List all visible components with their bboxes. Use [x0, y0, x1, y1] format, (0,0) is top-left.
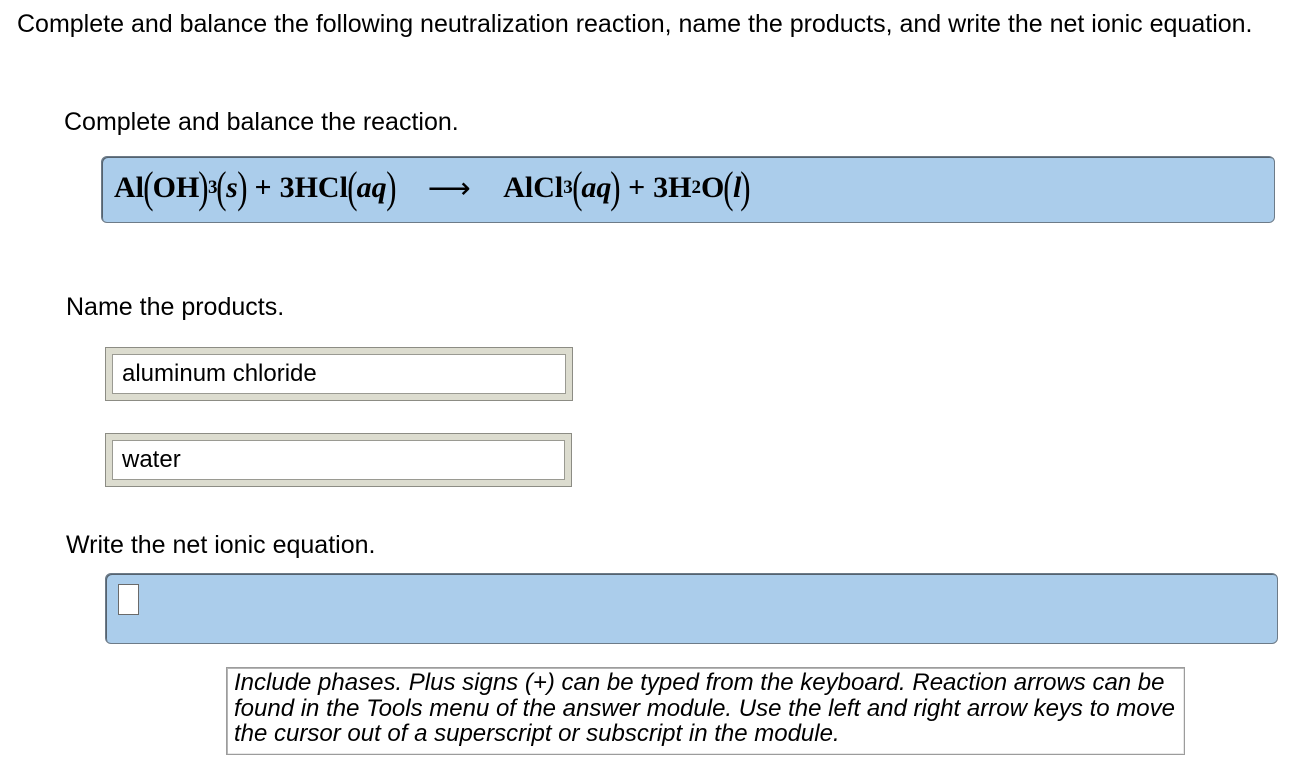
- eq-paren-close: ): [198, 163, 209, 212]
- eq-phase-liquid: l: [733, 171, 742, 204]
- hint-box: [226, 667, 1185, 755]
- eq-paren-close: ): [740, 163, 751, 212]
- question-text: Complete and balance the following neutralization reaction, name the products, and write the net ionic equation.: [17, 10, 1253, 38]
- eq-plus: +: [254, 171, 272, 204]
- eq-o: O: [701, 171, 725, 204]
- eq-plus: +: [628, 171, 646, 204]
- eq-paren-open: (: [723, 163, 734, 212]
- eq-al: Al: [114, 171, 144, 204]
- product1-value: aluminum chloride: [122, 360, 317, 387]
- eq-paren-open: (: [571, 163, 583, 212]
- hint-text: Include phases. Plus signs (+) can be typed from the keyboard. Reaction arrows can be found in the Tools menu of the answer module. Use the left and right arrow keys to move the cursor out of a superscript or subscript in the module.: [234, 669, 1175, 747]
- eq-paren-open: (: [143, 163, 154, 212]
- eq-phase-aqueous: aq: [356, 171, 387, 204]
- eq-hcl: 3HCl: [279, 171, 348, 204]
- part3-prompt: Write the net ionic equation.: [66, 531, 376, 559]
- eq-paren-open: (: [347, 163, 358, 212]
- eq-paren-close: ): [385, 163, 397, 212]
- reaction-arrow: ⟶: [427, 171, 471, 205]
- eq-paren-close: ): [237, 163, 248, 212]
- product2-value: water: [122, 446, 181, 473]
- part2-prompt: Name the products.: [66, 293, 285, 321]
- eq-h: 3H: [653, 171, 692, 204]
- product1-input[interactable]: [112, 354, 566, 394]
- product2-field-frame: [105, 433, 572, 487]
- reaction-equation: Al ( OH ) 3 ( s ) + 3HCl ( aq ) ⟶ AlCl 3 ( aq ) + 3H 2 O ( l ): [114, 163, 751, 212]
- reaction-answer-box[interactable]: [101, 156, 1275, 223]
- eq-oh: OH: [152, 171, 200, 204]
- eq-paren-close: ): [610, 163, 621, 212]
- product1-field-frame: [105, 347, 573, 401]
- input-cursor-placeholder[interactable]: [118, 584, 139, 615]
- product2-input[interactable]: [112, 440, 565, 480]
- eq-phase-solid: s: [226, 171, 238, 204]
- net-ionic-answer-box[interactable]: [105, 573, 1278, 644]
- eq-alcl: AlCl: [503, 171, 564, 204]
- eq-paren-open: (: [216, 163, 227, 212]
- part1-prompt: Complete and balance the reaction.: [64, 108, 459, 136]
- eq-phase-aqueous: aq: [581, 171, 612, 204]
